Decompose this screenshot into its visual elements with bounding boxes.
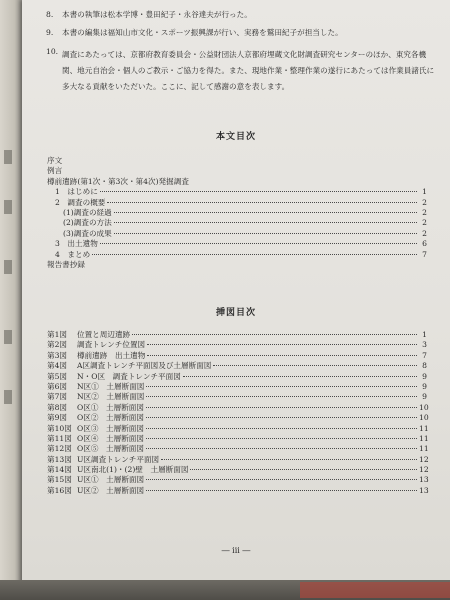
contents-entry bbox=[47, 250, 427, 260]
contents-entry bbox=[47, 218, 427, 228]
figure-title: A区調査トレンチ平面図及び土層断面図 bbox=[77, 361, 212, 371]
figure-title: N区① 土層断面図 bbox=[77, 381, 145, 391]
figure-title: 樽前遺跡 出土遺物 bbox=[77, 350, 146, 360]
figure-number: 第10図 bbox=[47, 423, 72, 433]
figure-number: 第14図 bbox=[47, 465, 72, 475]
contents-entry bbox=[47, 187, 427, 197]
figure-page: 9 bbox=[422, 392, 427, 402]
leader-dots bbox=[114, 212, 417, 213]
edge-mark bbox=[4, 150, 12, 164]
leader-dots bbox=[147, 344, 417, 345]
note-text: 本書の編集は福知山市文化・スポーツ振興課が行い、実務を鷲田紀子が担当した。 bbox=[62, 28, 343, 38]
figure-page: 7 bbox=[422, 350, 427, 360]
leader-dots bbox=[161, 459, 417, 460]
figure-number: 第13図 bbox=[47, 454, 72, 464]
contents-entry-page: 1 bbox=[422, 187, 427, 197]
leader-dots bbox=[146, 428, 417, 429]
leader-dots bbox=[132, 334, 417, 335]
edge-mark bbox=[4, 260, 12, 274]
leader-dots bbox=[100, 243, 417, 244]
leader-dots bbox=[114, 222, 417, 223]
figure-page: 10 bbox=[419, 413, 429, 423]
contents-entry-page: 2 bbox=[422, 207, 427, 217]
figure-number: 第6図 bbox=[47, 381, 68, 391]
figure-title: N区② 土層断面図 bbox=[77, 392, 145, 402]
note-item bbox=[46, 10, 436, 20]
figure-title: O区④ 土層断面図 bbox=[77, 433, 144, 443]
contents-entry bbox=[47, 177, 427, 187]
contents-entry bbox=[47, 208, 427, 218]
contents-entry-label: 序文 bbox=[47, 156, 63, 165]
figure-page: 1 bbox=[422, 330, 427, 339]
leader-dots bbox=[107, 202, 417, 203]
contents-entry bbox=[47, 260, 427, 270]
figure-number: 第3図 bbox=[47, 350, 68, 360]
figure-number: 第7図 bbox=[47, 392, 68, 402]
contents-entry-label: 2 調査の概要 bbox=[55, 197, 106, 207]
figure-number: 第11図 bbox=[47, 433, 72, 443]
note-text: 調査にあたっては、京都府教育委員会・公益財団法人京都府埋蔵文化財調査研究センターのほか、東究各機関、地元自治会・個人のご教示・ご協力を得た。また、現地作業・整理作業の遂行にあたっては作業員諸氏に多大なる貢献をいただいた。ここに、記して感謝の意を表します。 bbox=[62, 49, 435, 91]
figure-page: 8 bbox=[422, 361, 427, 371]
figure-number: 第12図 bbox=[47, 444, 72, 454]
figure-title: O区② 土層断面図 bbox=[77, 413, 144, 423]
note-item bbox=[46, 47, 436, 95]
contents-entry bbox=[47, 229, 427, 239]
leader-dots bbox=[92, 254, 417, 255]
figure-title: O区③ 土層断面図 bbox=[77, 423, 144, 433]
contents-entry-page: 7 bbox=[422, 249, 427, 259]
edge-mark bbox=[4, 390, 12, 404]
figure-entry bbox=[47, 455, 427, 465]
figure-title: N・O区 調査トレンチ平面図 bbox=[77, 371, 181, 381]
leader-dots bbox=[146, 448, 417, 449]
leader-dots bbox=[183, 376, 417, 377]
contents-entry bbox=[47, 166, 427, 176]
figure-page: 13 bbox=[419, 485, 429, 495]
figure-number: 第2図 bbox=[47, 340, 68, 350]
contents-entry-label: 樽前遺跡(第1次・第3次・第4次)発掘調査 bbox=[47, 176, 189, 186]
figure-number: 第1図 bbox=[47, 330, 68, 339]
figure-page: 13 bbox=[419, 475, 429, 485]
figure-page: 9 bbox=[422, 381, 427, 391]
contents-list bbox=[47, 156, 427, 270]
figure-title: O区⑤ 土層断面図 bbox=[77, 444, 144, 454]
edge-mark bbox=[4, 330, 12, 344]
preface-notes bbox=[46, 10, 436, 98]
figure-page: 11 bbox=[419, 444, 429, 454]
document-page bbox=[22, 0, 450, 584]
leader-dots bbox=[146, 438, 417, 439]
figure-entry bbox=[47, 413, 427, 423]
figure-page: 3 bbox=[422, 340, 427, 350]
contents-entry-label: 4 まとめ bbox=[55, 249, 91, 259]
figure-title: O区① 土層断面図 bbox=[77, 402, 144, 412]
figure-number: 第16図 bbox=[47, 485, 72, 495]
contents-entry bbox=[47, 239, 427, 249]
figure-number: 第9図 bbox=[47, 413, 68, 423]
figure-title: 位置と周辺遺跡 bbox=[77, 330, 131, 339]
figure-entry bbox=[47, 361, 427, 371]
figure-number: 第8図 bbox=[47, 402, 68, 412]
red-cover-edge bbox=[300, 582, 450, 598]
figure-page: 12 bbox=[419, 454, 429, 464]
edge-mark bbox=[4, 200, 12, 214]
figure-entry bbox=[47, 424, 427, 434]
figure-entry bbox=[47, 392, 427, 402]
figure-entry bbox=[47, 382, 427, 392]
figure-entry bbox=[47, 340, 427, 350]
figure-title: 調査トレンチ位置図 bbox=[77, 340, 146, 350]
figure-number: 第15図 bbox=[47, 475, 72, 485]
contents-entry-page: 6 bbox=[422, 239, 427, 249]
figure-entry bbox=[47, 403, 427, 413]
contents-entry-label: 例言 bbox=[47, 166, 63, 176]
leader-dots bbox=[190, 469, 417, 470]
contents-title: 本文目次 bbox=[215, 132, 256, 142]
contents-entry-label: 1 はじめに bbox=[55, 187, 98, 197]
contents-entry-page: 2 bbox=[422, 218, 427, 228]
contents-entry-page: 2 bbox=[422, 228, 427, 238]
contents-entry-label: 報告書抄録 bbox=[47, 259, 85, 269]
figure-title: U区① 土層断面図 bbox=[77, 475, 145, 485]
figure-entry bbox=[47, 351, 427, 361]
figure-entry bbox=[47, 444, 427, 454]
figure-title: U区南北(1)・(2)壁 土層断面図 bbox=[77, 465, 189, 475]
contents-entry-label: (2)調査の方法 bbox=[63, 218, 112, 228]
leader-dots bbox=[213, 365, 417, 366]
figure-page: 11 bbox=[419, 433, 429, 443]
figure-number: 第4図 bbox=[47, 361, 68, 371]
figure-title: U区調査トレンチ平面図 bbox=[77, 454, 160, 464]
contents-entry-label: (1)調査の経過 bbox=[63, 207, 112, 217]
leader-dots bbox=[146, 479, 417, 480]
leader-dots bbox=[146, 417, 417, 418]
figures-title: 挿図目次 bbox=[215, 308, 256, 318]
figure-page: 12 bbox=[419, 465, 429, 475]
adjacent-page-edge bbox=[0, 0, 24, 600]
figure-entry bbox=[47, 434, 427, 444]
figure-entry bbox=[47, 372, 427, 382]
contents-entry-page: 2 bbox=[422, 197, 427, 207]
contents-entry bbox=[47, 156, 427, 166]
page-number: ― iii ― bbox=[221, 546, 251, 555]
leader-dots bbox=[100, 191, 417, 192]
note-number: 8. bbox=[46, 10, 54, 19]
leader-dots bbox=[146, 396, 417, 397]
figure-entry bbox=[47, 465, 427, 475]
leader-dots bbox=[146, 490, 417, 491]
contents-entry-label: 3 出土遺物 bbox=[55, 239, 98, 249]
contents-entry bbox=[47, 198, 427, 208]
contents-entry-label: (3)調査の成果 bbox=[63, 228, 112, 238]
leader-dots bbox=[146, 386, 417, 387]
figure-title: U区② 土層断面図 bbox=[77, 485, 145, 495]
figures-list bbox=[47, 330, 427, 496]
note-text: 本書の執筆は松本学博・豊田紀子・永谷達夫が行った。 bbox=[62, 10, 252, 19]
figure-page: 10 bbox=[419, 402, 429, 412]
leader-dots bbox=[114, 233, 417, 234]
figure-number: 第5図 bbox=[47, 371, 68, 381]
book-bottom-edge bbox=[0, 580, 450, 600]
leader-dots bbox=[146, 407, 417, 408]
figure-entry bbox=[47, 475, 427, 485]
note-number: 10. bbox=[46, 46, 59, 56]
leader-dots bbox=[147, 355, 417, 356]
note-item bbox=[46, 28, 436, 38]
figure-entry bbox=[47, 486, 427, 496]
note-number: 9. bbox=[46, 28, 54, 38]
figure-page: 11 bbox=[419, 423, 429, 433]
figure-entry bbox=[47, 330, 427, 340]
figure-page: 9 bbox=[422, 371, 427, 381]
